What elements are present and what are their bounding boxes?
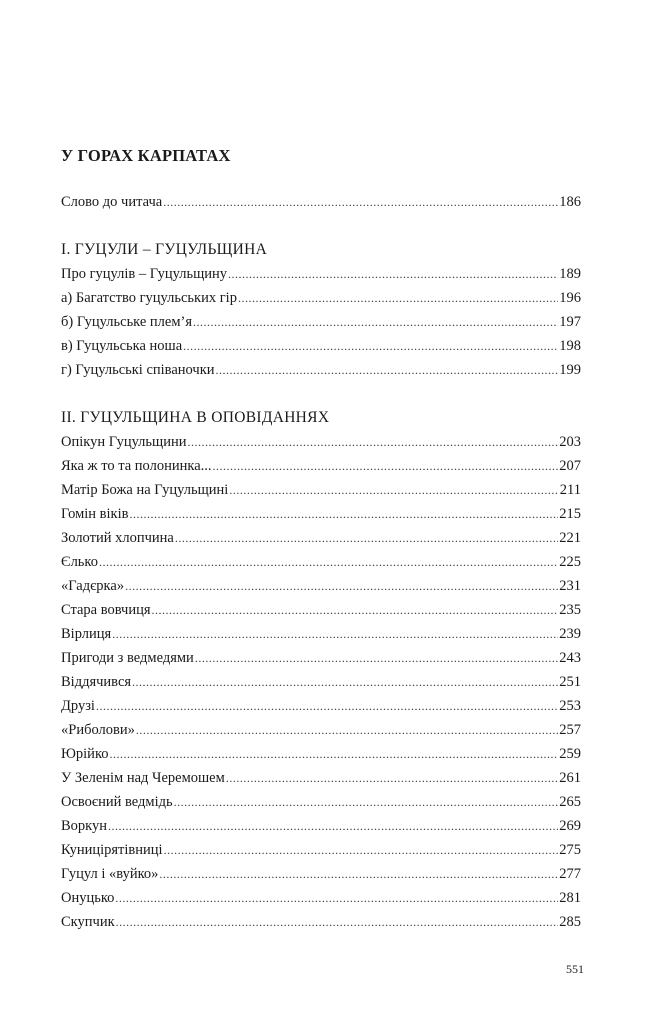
toc-entry (61, 650, 581, 670)
toc-entry-page: 239 (559, 626, 581, 642)
toc-entry-page: 207 (559, 458, 581, 474)
dot-leader (136, 723, 558, 738)
dot-leader (174, 795, 559, 810)
dot-leader (132, 675, 558, 690)
toc-entry-label: Вірлиця (61, 626, 112, 642)
toc-entry-page: 235 (559, 602, 581, 618)
toc-entry-label: Гуцул і «вуйко» (61, 866, 159, 882)
toc-entry (61, 362, 581, 382)
toc-entry (61, 698, 581, 718)
dot-leader (96, 699, 558, 714)
toc-entry-label: Золотий хлопчина (61, 530, 174, 546)
toc-entry-label: Про гуцулів – Гуцульщину (61, 266, 228, 282)
toc-entry (61, 746, 581, 766)
toc-entry (61, 290, 581, 310)
toc-entry-page: 275 (559, 842, 581, 858)
dot-leader (125, 579, 558, 594)
toc-entry-page: 285 (559, 914, 581, 930)
toc-entry-label: Стара вовчиця (61, 602, 151, 618)
page-number: 551 (566, 962, 584, 976)
toc-entry-label: б) Гуцульське плем’я (61, 314, 193, 330)
toc-entry-page: 269 (559, 818, 581, 834)
page-title: У ГОРАХ КАРПАТАХ (61, 146, 231, 165)
toc-entry-label: Освоєний ведмідь (61, 794, 173, 810)
toc-entry-page: 198 (559, 338, 581, 354)
toc-entry-page: 186 (559, 194, 581, 210)
toc-entry (61, 890, 581, 910)
dot-leader (195, 651, 558, 666)
toc-entry-label: Скупчик (61, 914, 115, 930)
toc-entry-page: 199 (559, 362, 581, 378)
toc-entry-label: Матір Божа на Гуцульщині (61, 482, 229, 498)
toc-entry (61, 626, 581, 646)
toc-entry-page: 215 (559, 506, 581, 522)
dot-leader (116, 915, 559, 930)
toc-entry-label: г) Гуцульські співаночки (61, 362, 215, 378)
toc-entry-label: Віддячився (61, 674, 132, 690)
toc-entry (61, 554, 581, 574)
toc-entry (61, 506, 581, 526)
section-heading: II. ГУЦУЛЬЩИНА В ОПОВІДАННЯХ (61, 409, 330, 426)
toc-entry-label: Яка ж то та полонинка... (61, 458, 212, 474)
toc-entry-label: Пригоди з ведмедями (61, 650, 194, 666)
toc-entry-label: Юрійко (61, 746, 109, 762)
dot-leader (110, 747, 559, 762)
dot-leader (164, 843, 559, 858)
toc-entry-label: Слово до читача (61, 194, 163, 210)
toc-entry (61, 194, 581, 214)
toc-entry-label: Онуцько (61, 890, 115, 906)
toc-entry-page: 259 (559, 746, 581, 762)
toc-entry-page: 243 (559, 650, 581, 666)
toc-entry (61, 434, 581, 454)
toc-entry-label: У Зеленім над Черемошем (61, 770, 225, 786)
dot-leader (175, 531, 558, 546)
dot-leader (183, 339, 558, 354)
dot-leader (159, 867, 558, 882)
toc-entry (61, 602, 581, 622)
toc-entry-page: 277 (559, 866, 581, 882)
toc-entry-page: 225 (559, 554, 581, 570)
toc-entry-page: 253 (559, 698, 581, 714)
dot-leader (238, 291, 558, 306)
toc-entry-label: в) Гуцульська ноша (61, 338, 183, 354)
dot-leader (226, 771, 558, 786)
toc-entry (61, 458, 581, 478)
dot-leader (163, 195, 558, 210)
toc-entry (61, 674, 581, 694)
toc-entry (61, 482, 581, 502)
toc-entry-label: Куницірятівниці (61, 842, 163, 858)
toc-entry-label: «Риболови» (61, 722, 135, 738)
toc-entry-label: а) Багатство гуцульських гір (61, 290, 237, 306)
toc-entry (61, 866, 581, 886)
toc-entry (61, 338, 581, 358)
toc-entry-page: 203 (559, 434, 581, 450)
toc-entry (61, 530, 581, 550)
toc-entry-page: 231 (559, 578, 581, 594)
toc-entry-label: Опікун Гуцульщини (61, 434, 187, 450)
dot-leader (228, 267, 558, 282)
dot-leader (152, 603, 559, 618)
toc-entry-page: 265 (559, 794, 581, 810)
toc-entry (61, 794, 581, 814)
dot-leader (108, 819, 558, 834)
toc-entry (61, 914, 581, 934)
dot-leader (115, 891, 558, 906)
toc-entry-page: 261 (559, 770, 581, 786)
dot-leader (216, 363, 559, 378)
toc-entry (61, 842, 581, 862)
toc-entry-label: Гомін віків (61, 506, 129, 522)
toc-entry (61, 266, 581, 286)
toc-entry-page: 251 (559, 674, 581, 690)
toc-entry-page: 197 (559, 314, 581, 330)
dot-leader (229, 483, 558, 498)
toc-entry-page: 221 (559, 530, 581, 546)
dot-leader (129, 507, 558, 522)
toc-entry-page: 257 (559, 722, 581, 738)
toc-entry (61, 818, 581, 838)
toc-entry-label: Єлько (61, 554, 98, 570)
section-heading: I. ГУЦУЛИ – ГУЦУЛЬЩИНА (61, 241, 268, 258)
toc-entry (61, 578, 581, 598)
toc-entry-page: 196 (559, 290, 581, 306)
toc-entry-page: 189 (559, 266, 581, 282)
toc-entry-label: Друзі (61, 698, 95, 714)
toc-entry-page: 211 (559, 482, 581, 498)
dot-leader (213, 459, 559, 474)
toc-entry-page: 281 (559, 890, 581, 906)
toc-entry-label: «Гадєрка» (61, 578, 125, 594)
dot-leader (99, 555, 558, 570)
toc-entry-label: Воркун (61, 818, 108, 834)
dot-leader (193, 315, 558, 330)
toc-entry (61, 770, 581, 790)
toc-entry (61, 722, 581, 742)
dot-leader (187, 435, 558, 450)
dot-leader (112, 627, 558, 642)
toc-entry (61, 314, 581, 334)
